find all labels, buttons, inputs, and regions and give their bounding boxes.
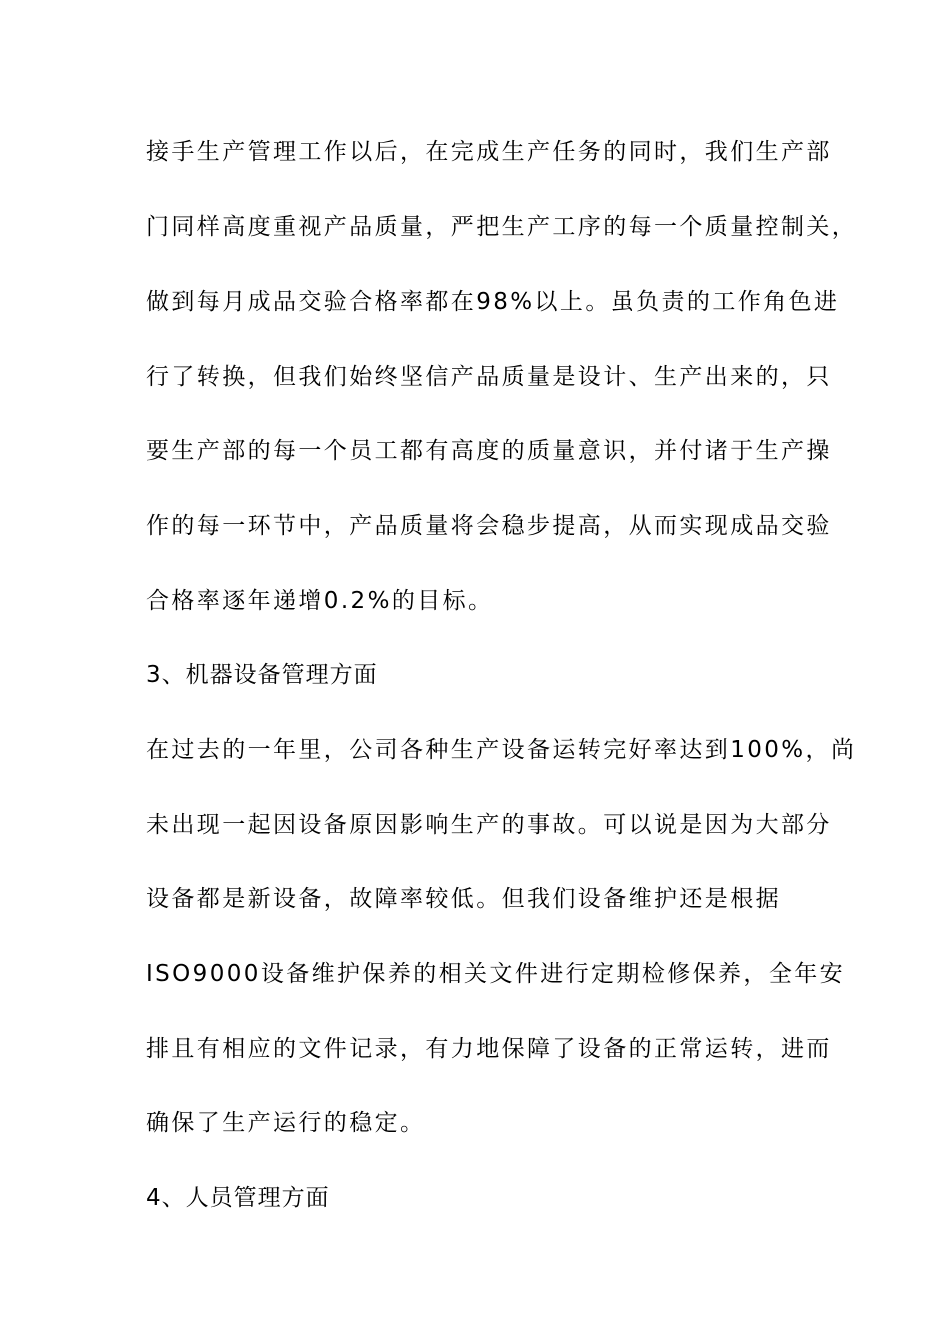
paragraph-line-2: 门同样高度重视产品质量，严把生产工序的每一个质量控制关， xyxy=(146,214,858,240)
paragraph-line-4: 行了转换，但我们始终坚信产品质量是设计、生产出来的，只 xyxy=(146,364,832,390)
section-heading-personnel: 4、人员管理方面 xyxy=(146,1185,330,1211)
section-heading-equipment: 3、机器设备管理方面 xyxy=(146,662,378,688)
paragraph-line-1: 接手生产管理工作以后，在完成生产任务的同时，我们生产部 xyxy=(146,139,832,165)
paragraph-line-12: 排且有相应的文件记录，有力地保障了设备的正常运转，进而 xyxy=(146,1036,832,1062)
paragraph-line-13: 确保了生产运行的稳定。 xyxy=(146,1110,426,1136)
paragraph-line-7: 合格率逐年递增0.2%的目标。 xyxy=(146,588,494,614)
paragraph-line-3: 做到每月成品交验合格率都在98%以上。虽负责的工作角色进 xyxy=(146,289,840,315)
paragraph-line-8: 在过去的一年里，公司各种生产设备运转完好率达到100%，尚 xyxy=(146,737,857,763)
paragraph-line-6: 作的每一环节中，产品质量将会稳步提高，从而实现成品交验 xyxy=(146,513,832,539)
paragraph-line-5: 要生产部的每一个员工都有高度的质量意识，并付诸于生产操 xyxy=(146,438,832,464)
paragraph-line-11: ISO9000设备维护保养的相关文件进行定期检修保养，全年安 xyxy=(146,961,846,987)
paragraph-line-9: 未出现一起因设备原因影响生产的事故。可以说是因为大部分 xyxy=(146,812,832,838)
paragraph-line-10: 设备都是新设备，故障率较低。但我们设备维护还是根据 xyxy=(146,886,781,912)
